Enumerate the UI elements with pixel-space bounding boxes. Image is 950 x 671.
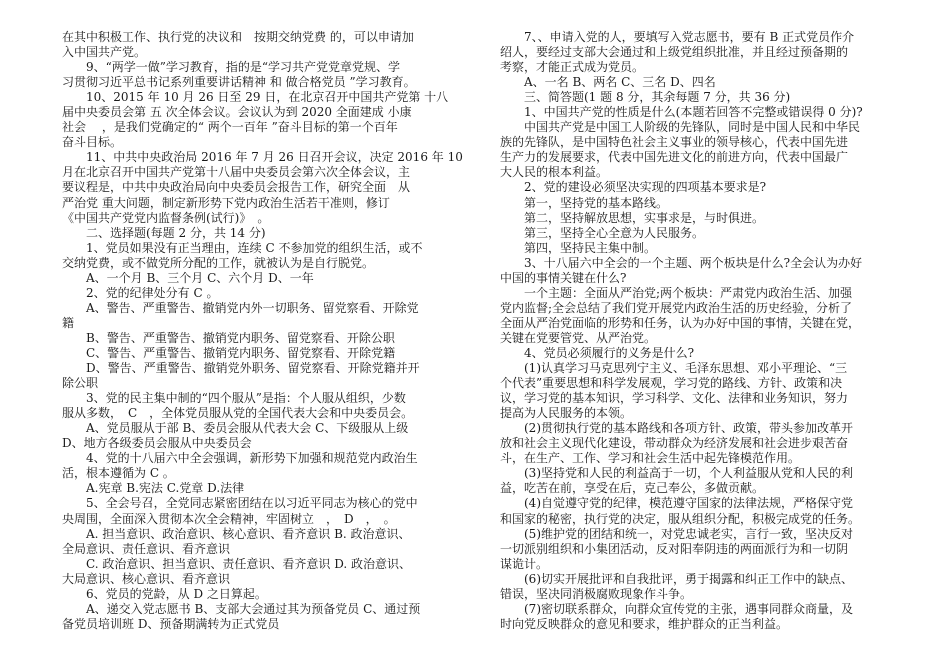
text-line: 1、党员如果没有正当理由，连续 C 不参加党的组织生活，或不 <box>62 240 423 255</box>
text-line: (2)贯彻执行党的基本路线和各项方针、政策，带头参加改革开 <box>500 421 854 436</box>
text-line: 中国的事情关键在什么? <box>500 270 627 285</box>
text-line: 习贯彻习近平总书记系列重要讲话精神 和 做合格党员 ”学习教育。 <box>62 75 416 90</box>
text-line: 2、党的建设必须坚决实现的四项基本要求是? <box>500 180 767 195</box>
text-line: (5)维护党的团结和统一，对党忠诚老实，言行一致，坚决反对 <box>500 526 854 541</box>
text-line: 3、党的民主集中制的“四个服从”是指：个人服从组织，少数 <box>62 391 406 406</box>
text-line: 央周围，全面深入贯彻本次全会精神，牢固树立 ， D ， 。 <box>62 511 396 526</box>
text-line: 个代表”重要思想和科学发展观，学习党的路线、方针、政策和决 <box>500 376 843 391</box>
text-line: 中国共产党是中国工人阶级的先锋队，同时是中国人民和中华民 <box>500 120 861 135</box>
text-line: 大人民的根本利益。 <box>500 165 609 180</box>
text-line: 严治党 重大问题，制定新形势下党内政治生活若干准则，修订 <box>62 195 390 210</box>
text-line: 时向党反映群众的意见和要求，维护群众的正当利益。 <box>500 616 789 631</box>
text-line: 交纳党费，或不做党所分配的工作，就被认为是自行脱党。 <box>62 255 375 270</box>
text-line: (6)切实开展批评和自我批评，勇于揭露和纠正工作中的缺点、 <box>500 571 854 586</box>
text-line: B、警告、严重警告、撤销党内职务、留党察看、开除公职 <box>62 330 395 345</box>
text-line: 届中央委员会第 五 次全体会议。会议认为到 2020 全面建成 小康 <box>62 105 412 120</box>
text-line: 在其中积极工作、执行党的决议和 按期交纳党费 的，可以申请加 <box>62 30 414 44</box>
text-line: 籍 <box>62 315 75 330</box>
text-line: 族的先锋队，是中国特色社会主义事业的领导核心，代表中国先进 <box>500 135 849 150</box>
text-line: 考察，才能正式成为党员。 <box>500 60 645 75</box>
text-line: (7)密切联系群众，向群众宣传党的主张，遇事同群众商量，及 <box>500 601 854 616</box>
text-line: 5、全会号召，全党同志紧密团结在以习近平同志为核心的党中 <box>62 496 418 511</box>
text-line: 益，吃苦在前，享受在后，克己奉公，多做贡献。 <box>500 481 765 496</box>
text-line: 谋诡计。 <box>500 556 549 571</box>
text-line: 错误，坚决同消极腐败现象作斗争。 <box>500 586 693 601</box>
text-line: 第三，坚持全心全意为人民服务。 <box>500 225 705 240</box>
text-line: 6、党员的党龄，从 D 之日算起。 <box>62 586 267 601</box>
text-line: 一个主题：全面从严治党;两个板块：严肃党内政治生活、加强 <box>500 285 853 300</box>
text-line: 除公职 <box>62 376 99 391</box>
text-line: (3)坚持党和人民的利益高于一切，个人利益服从党和人民的利 <box>500 466 854 481</box>
text-line: 3、十八届六中全会的一个主题、两个板块是什么?全会认为办好 <box>500 255 863 270</box>
text-line: A.宪章 B.宪法 C.党章 D.法律 <box>62 481 245 496</box>
text-line: 三、简答题(1 题 8 分，其余每题 7 分，共 36 分) <box>500 90 791 105</box>
text-line: A、警告、严重警告、撤销党内外一切职务、留党察看、开除党 <box>62 300 419 315</box>
text-line: 4、党的十八届六中全会强调，新形势下加强和规范党内政治生 <box>62 451 418 466</box>
text-line: 二、选择题(每题 2 分，共 14 分) <box>62 225 266 240</box>
text-line: 一切派别组织和小集团活动，反对阳奉阴违的两面派行为和一切阴 <box>500 541 849 556</box>
text-line: 入中国共产党。 <box>62 45 147 60</box>
left-column <box>62 30 470 632</box>
text-line: A、递交入党志愿书 B、支部大会通过其为预备党员 C、通过预 <box>62 601 421 616</box>
text-line: 奋斗目标。 <box>62 135 123 150</box>
text-line: 放和社会主义现代化建设，带动群众为经济发展和社会进步艰苦奋 <box>500 436 849 451</box>
text-line: 议，学习党的基本知识，学习科学、文化、法律和业务知识，努力 <box>500 391 849 406</box>
text-line: 要议程是，中共中央政治局向中央委员会报告工作，研究全面 从 <box>62 180 411 195</box>
text-line: C、警告、严重警告、撤销党内职务、留党察看、开除党籍 <box>62 345 396 360</box>
text-line: 备党员培训班 D、预备期满转为正式党员 <box>62 616 280 631</box>
text-line: 第二，坚持解放思想，实事求是，与时俱进。 <box>500 210 765 225</box>
text-line: 绍人，要经过支部大会通过和上级党组织批准，并且经过预备期的 <box>500 45 849 60</box>
text-line: (4)自觉遵守党的纪律，模范遵守国家的法律法规，严格保守党 <box>500 496 854 511</box>
text-line: 4、党员必须履行的义务是什么? <box>500 345 695 360</box>
text-line: 全局意识、责任意识、看齐意识 <box>62 541 231 556</box>
text-line: 和国家的秘密，执行党的决定，服从组织分配，积极完成党的任务。 <box>500 511 861 526</box>
text-line: 活，根本遵循为 C 。 <box>62 466 175 481</box>
right-column <box>500 30 910 632</box>
text-line: 第四，坚持民主集中制。 <box>500 240 657 255</box>
text-line: 月在北京召开中国共产党第十八届中央委员会第六次全体会议，主 <box>62 165 411 180</box>
text-line: 服从多数， C ，全体党员服从党的全国代表大会和中央委员会。 <box>62 406 414 421</box>
text-line: 斗，在生产、工作、学习和社会生活中起先锋模范作用。 <box>500 451 801 466</box>
text-line: A、一名 B、两名 C、三名 D、四名 <box>500 75 716 90</box>
text-line: 第一，坚持党的基本路线。 <box>500 195 669 210</box>
text-line: 《中国共产党党内监督条例(试行)》 。 <box>62 210 270 225</box>
text-line: A、党员服从于部 B、委员会服从代表大会 C、下级服从上级 <box>62 421 409 436</box>
text-line: 9、“两学一做”学习教育，指的是“学习共产党党章党规、学 <box>62 60 401 75</box>
text-line: 生产力的发展要求，代表中国先进文化的前进方向，代表中国最广 <box>500 150 849 165</box>
text-line: 2、党的纪律处分有 C 。 <box>62 285 219 300</box>
text-line: 7、、申请入党的人，要填写入党志愿书，要有 B 正式党员作介 <box>500 30 855 44</box>
text-line: 提高为人民服务的本领。 <box>500 406 633 421</box>
text-line: 1、中国共产党的性质是什么(本题若回答不完整或错误得 0 分)? <box>500 105 863 120</box>
text-line: 关键在党要管党、从严治党。 <box>500 330 657 345</box>
text-line: D、地方各级委员会服从中央委员会 <box>62 436 252 451</box>
text-line: 10、2015 年 10 月 26 日至 29 日，在北京召开中国共产党第 十八 <box>62 90 449 105</box>
text-line: A. 担当意识、政治意识、核心意识、看齐意识 B. 政治意识、 <box>62 526 411 541</box>
text-line: 大局意识、核心意识、看齐意识 <box>62 571 231 586</box>
text-line: 党内监督;全会总结了我们党开展党内政治生活的历史经验，分析了 <box>500 300 853 315</box>
text-line: 全面从严治党面临的形势和任务，认为办好中国的事情，关键在党， <box>500 315 861 330</box>
text-line: 社会 ，是我们党确定的“ 两个一百年 ”奋斗目标的第一个百年 <box>62 120 398 135</box>
text-line: D、警告、严重警告、撤销党外职务、留党察看、开除党籍并开 <box>62 361 420 376</box>
text-line: 11、中共中央政治局 2016 年 7 月 26 日召开会议，决定 2016 年 10 <box>62 150 463 165</box>
text-line: C. 政治意识、担当意识、责任意识、看齐意识 D. 政治意识、 <box>62 556 412 571</box>
text-line: A、一个月 B、三个月 C、六个月 D、一年 <box>62 270 314 285</box>
text-line: (1)认真学习马克思列宁主义、毛泽东思想、邓小平理论、“三 <box>500 361 848 376</box>
